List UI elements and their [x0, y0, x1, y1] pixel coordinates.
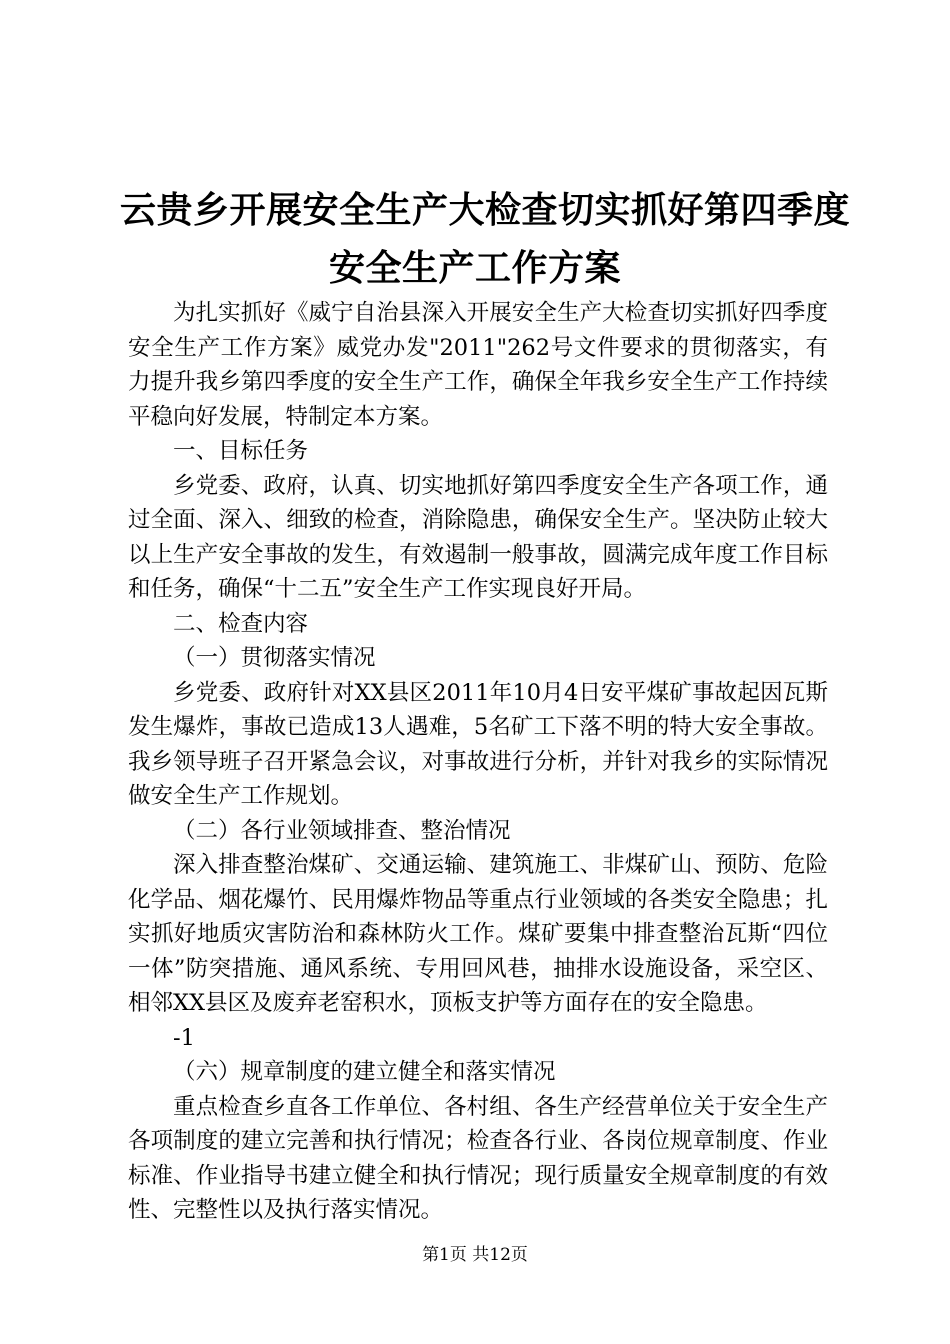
industries-paragraph: 深入排查整治煤矿、交通运输、建筑施工、非煤矿山、预防、危险化学品、烟花爆竹、民用爆炸物品等重点行业领域的各类安全隐患；扎实抓好地质灾害防治和森林防火工作。煤矿要集中排查整治瓦斯“四位一体”防突措施、通风系统、专用回风巷，抽排水设施设备，采空区、相邻XX县区及废弃老窑积水，顶板支护等方面存在的安全隐患。: [128, 852, 828, 1016]
subsection-heading-regulations: （六）规章制度的建立健全和落实情况: [173, 1059, 556, 1085]
page-footer: 第1页 共12页: [422, 1245, 528, 1265]
regulations-paragraph: 重点检查乡直各工作单位、各村组、各生产经营单位关于安全生产各项制度的建立完善和执行情况；检查各行业、各岗位规章制度、作业标准、作业指导书建立健全和执行情况；现行质量安全规章制度的有效性、完整性以及执行落实情况。: [128, 1093, 828, 1223]
subsection-heading-implementation: （一）贯彻落实情况: [173, 645, 376, 671]
document-title-line-2: 安全生产工作方案: [328, 247, 621, 289]
goals-paragraph: 乡党委、政府，认真、切实地抓好第四季度安全生产各项工作，通过全面、深入、细致的检查，消除隐患，确保安全生产。坚决防止较大以上生产安全事故的发生，有效遏制一般事故，圆满完成年度工作目标和任务，确保“十二五”安全生产工作实现良好开局。: [128, 472, 828, 602]
section-heading-inspection: 二、检查内容: [173, 610, 309, 637]
document-title-line-1: 云贵乡开展安全生产大检查切实抓好第四季度: [120, 189, 851, 231]
document-body: [128, 296, 828, 1228]
implementation-paragraph: 乡党委、政府针对XX县区2011年10月4日安平煤矿事故起因瓦斯发生爆炸，事故已造成13人遇难，5名矿工下落不明的特大安全事故。我乡领导班子召开紧急会议，对事故进行分析，并针对我乡的实际情况做安全生产工作规划。: [128, 679, 828, 809]
intro-paragraph: 为扎实抓好《威宁自治县深入开展安全生产大检查切实抓好四季度安全生产工作方案》威党办发"2011"262号文件要求的贯彻落实，有力提升我乡第四季度的安全生产工作，确保全年我乡安全生产工作持续平稳向好发展，特制定本方案。: [128, 300, 828, 430]
page-marker: -1: [173, 1024, 195, 1051]
section-heading-goals: 一、目标任务: [173, 438, 309, 464]
subsection-heading-industries: （二）各行业领域排查、整治情况: [173, 817, 511, 844]
